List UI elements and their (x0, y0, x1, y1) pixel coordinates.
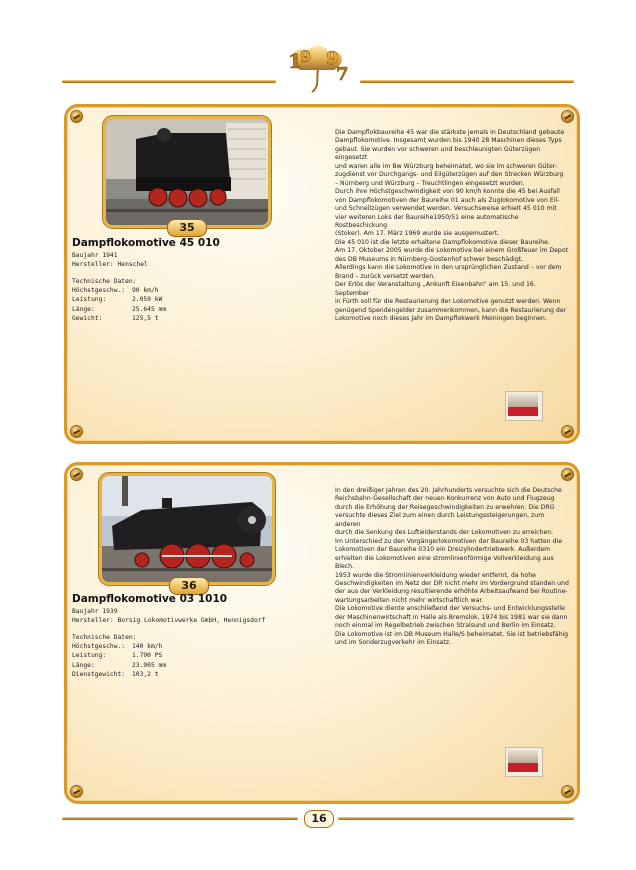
spec-value: 90 km/h (132, 287, 159, 295)
spec-label: Höchstgeschw.: (72, 643, 126, 651)
screw-icon (71, 111, 82, 122)
spec-row (72, 661, 166, 670)
spec-row (72, 651, 166, 660)
spec-value: 1.790 PS (132, 652, 163, 660)
spec-row (72, 286, 166, 295)
spec-label: Höchstgeschw.: (72, 287, 126, 295)
footer-rule-left (62, 817, 298, 820)
technical-data (72, 277, 166, 323)
spec-row (72, 642, 166, 651)
text-line: Lokomotive noch dieses Jahr im Dampflokwerk Meiningen beginnen. (335, 314, 547, 322)
screw-icon (562, 786, 573, 797)
spec-row (72, 295, 166, 304)
screw-icon (562, 426, 573, 437)
locomotive-photo (99, 473, 275, 585)
text-line: genügend Spendengelder zusammenkommen, kann die Restaurierung der (335, 306, 567, 314)
text-line: 1953 wurde die Stromlinienverkleidung wieder entfernt, da hohe (335, 571, 536, 579)
text-line: durch die Senkung des Luftwiderstands der Lokomotiven zu erreichen. (335, 529, 554, 537)
spec-row (72, 314, 166, 323)
manufacturer: Hersteller: Henschel (72, 261, 148, 269)
text-line: von Dampflokomotiven der Baureihe 01 auch als Zuglokomotive von Eil- (335, 196, 560, 204)
spec-row (72, 670, 166, 679)
text-line: Brand – zurück versetzt werden. (335, 272, 436, 280)
footer-rule-right (338, 817, 574, 820)
locomotive-card-35 (64, 104, 580, 444)
text-line: und Schnellzügen verwendet werden. Versuchsweise erhielt 45 010 mit (335, 205, 557, 213)
screw-icon (71, 786, 82, 797)
screw-icon (562, 111, 573, 122)
locomotive-card-36 (64, 462, 580, 804)
build-year: Baujahr 1941 (72, 252, 118, 259)
text-line: in Fürth soll für die Restaurierung der Lokomotive genutzt werden. Wenn (335, 298, 561, 306)
spec-label: Länge: (72, 305, 95, 313)
build-info (72, 251, 148, 269)
anniversary-logo (282, 40, 356, 94)
locomotive-photo (103, 116, 271, 228)
text-line: noch einmal im Regelbetrieb zwischen Stralsund und Berlin im Einsatz. (335, 622, 556, 630)
text-line: Am 17. Oktober 2005 wurde die Lokomotive bei einem Großfeuer im Depot (335, 247, 569, 255)
text-line: durch die Erhöhung der Reisegeschwindigkeiten zu erwehren. Die DRG (335, 503, 555, 511)
text-line: Blech. (335, 563, 355, 571)
spec-value: 103,2 t (132, 670, 159, 678)
text-line: des DB Museums in Nürnberg-Gostenhof schwer beschädigt. (335, 255, 524, 263)
svg-text:9: 9 (326, 48, 339, 69)
text-line: wartungsarbeiten nicht mehr wirtschaftlich war. (335, 596, 484, 604)
svg-text:7: 7 (336, 64, 349, 85)
text-line: zugdienst vor Durchgangs- und Eilgüterzügen auf den Strecken Würzburg (335, 171, 564, 179)
text-line: Die Lokomotive ist im DB Museum Halle/S beheimatet. Sie ist betriebsfähig (335, 630, 569, 638)
svg-text:9: 9 (300, 47, 312, 66)
text-line: Die Dampflokbaureihe 45 war die stärkste jemals in Deutschland gebaute (335, 129, 565, 136)
text-line: Lokomotiven der Baureihe 0310 ein Dreizylindertriebwerk. Außerdem (335, 546, 551, 554)
manufacturer: Hersteller: Borsig Lokomotivwerke GmbH, Hennigsdorf (72, 617, 266, 625)
catalog-number-badge: 36 (169, 577, 209, 595)
text-line: – Nürnberg und Würzburg – Treuchtlingen eingesetzt wurden. (335, 179, 525, 187)
spec-label: Leistung: (72, 652, 107, 660)
header-rule-left (62, 80, 276, 83)
text-line: der Maschinenwirtschaft in Halle als Bremslok, 1974 bis 1981 war sie dann (335, 613, 568, 621)
text-line: versuchte dieses Ziel zum einen durch Leistungssteigerungen, zum anderen (335, 512, 545, 528)
text-line: erhielten die Lokomotiven eine stromlinienförmige Vollverkleidung aus (335, 554, 554, 562)
page-number: 16 (304, 810, 334, 828)
specs-heading: Technische Daten: (72, 634, 137, 641)
text-line: Die Lokomotive diente anschließend der Versuchs- und Entwicklungsstelle (335, 605, 565, 613)
text-line: vier weiteren Loks der Baureihe1950/51 eine automatische Rostbeschickung (335, 213, 519, 229)
text-line: Im Unterschied zu den Vorgängerlokomotiven der Baureihe 03 hatten die (335, 537, 563, 545)
text-line: und im Sonderzugverkehr im Einsatz. (335, 639, 451, 647)
text-line: Allerdings kann die Lokomotive in den ursprünglichen Zustand – vor dem (335, 264, 562, 272)
spec-row (72, 305, 166, 314)
text-line: Reichsbahn-Gesellschaft der neuen Konkurrenz von Auto und Flugzeug (335, 495, 555, 503)
header-rule-right (360, 80, 574, 83)
text-line: und waren alle im Bw Würzburg beheimatet, wo sie im schweren Güter- (335, 162, 558, 170)
locomotive-title: Dampflokomotive 03 1010 (72, 593, 228, 605)
museum-stamp-image (505, 747, 543, 777)
museum-stamp-image (505, 391, 543, 421)
description-text (335, 129, 571, 323)
text-line: In den dreißiger Jahren des 20. Jahrhunderts versuchte sich die Deutsche (335, 487, 562, 494)
screw-icon (562, 469, 573, 480)
text-line: Dampflokomotive. Insgesamt wurden bis 1940 28 Maschinen dieses Typs (335, 137, 562, 145)
catalog-number-badge: 35 (167, 219, 207, 237)
technical-data (72, 633, 166, 679)
description-text (335, 487, 571, 648)
spec-value: 25.645 mm (132, 305, 167, 313)
spec-value: 2.059 kW (132, 296, 163, 304)
text-line: gebaut. Sie wurden vor schweren und beschleunigten Güterzügen eingesetzt (335, 145, 541, 162)
spec-label: Gewicht: (72, 314, 103, 322)
locomotive-title: Dampflokomotive 45 010 (72, 237, 220, 249)
spec-value: 23.905 mm (132, 661, 167, 669)
text-line: Geschwindigkeiten im Netz der DR nicht mehr im Vordergrund standen und (335, 579, 569, 587)
spec-value: 140 km/h (132, 643, 163, 651)
specs-heading: Technische Daten: (72, 278, 137, 285)
spec-value: 125,5 t (132, 314, 159, 322)
spec-label: Leistung: (72, 296, 107, 304)
build-year: Baujahr 1939 (72, 608, 118, 615)
text-line: (Stoker). Am 17. März 1969 wurde sie ausgemustert. (335, 230, 500, 238)
text-line: Die 45 010 ist die letzte erhaltene Dampflokomotive dieser Baureihe. (335, 238, 550, 246)
text-line: Durch ihre Höchstgeschwindigkeit von 90 km/h konnte die 45 bei Ausfall (335, 188, 560, 196)
text-line: Der Erlös der Veranstaltung „Ankunft Eisenbahn“ am 15. und 16. September (335, 281, 536, 297)
screw-icon (71, 426, 82, 437)
screw-icon (71, 469, 82, 480)
text-line: der aus der Verkleidung resultierende erhöhte Arbeitsaufwand bei Routine- (335, 588, 568, 596)
svg-text:1: 1 (288, 49, 302, 73)
spec-label: Länge: (72, 661, 95, 669)
build-info (72, 607, 265, 625)
spec-label: Dienstgewicht: (72, 670, 126, 678)
